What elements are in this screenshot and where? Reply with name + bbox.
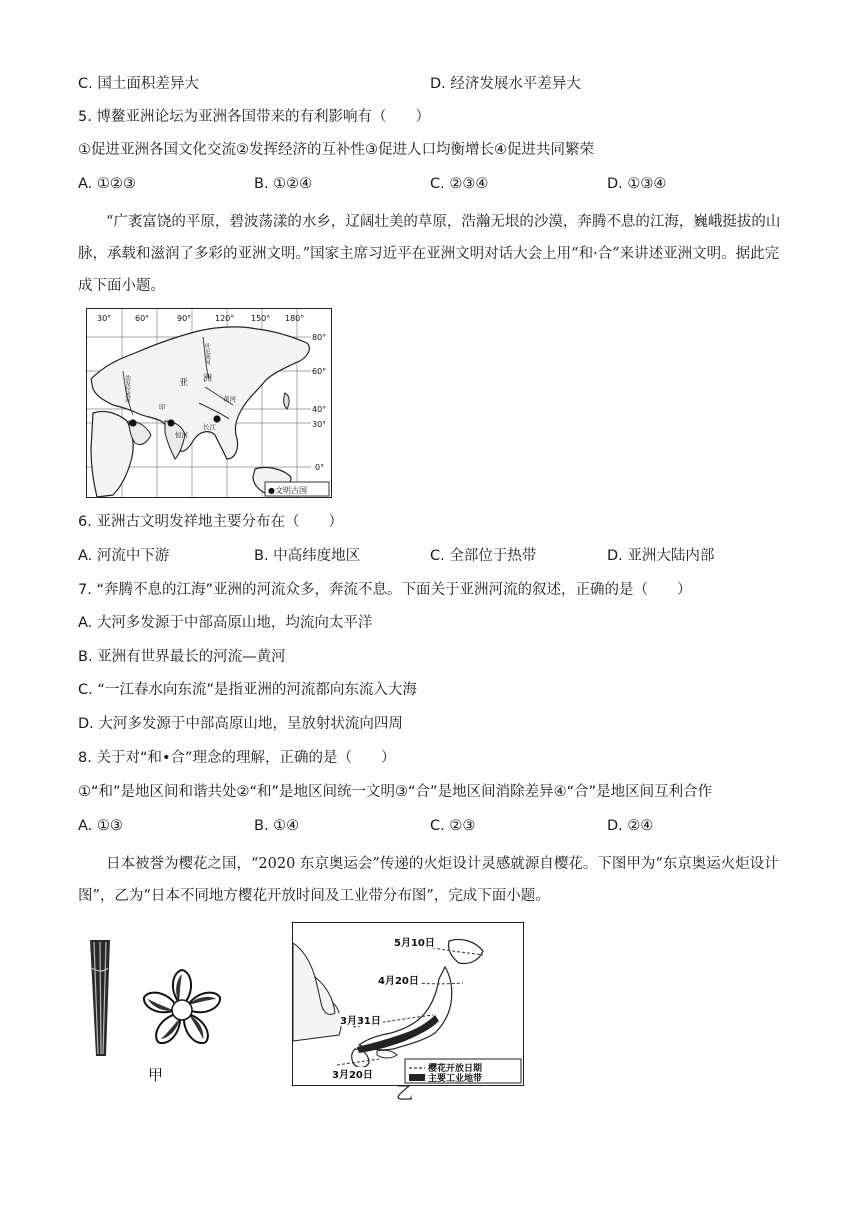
map-label-yangtze: 长江 [203,423,216,431]
civilization-dot-mesopotamia [129,419,136,426]
legend-bloom: 樱花开放日期 [428,1064,483,1074]
lat-40: 40° [312,405,327,414]
q8-option-c: C. ②③ [430,818,476,834]
map-label-euphrates: 幼发拉底河 [124,375,130,403]
date-may-10: 5月10日 [394,938,435,949]
lon-120: 120° [215,314,235,323]
map-label-ganges: 恒河 [175,431,188,439]
lat-30: 30° [312,420,327,429]
q7-option-b: B. 亚洲有世界最长的河流—黄河 [78,649,286,665]
civilization-dot-india [167,419,174,426]
civilization-dot-china [213,415,220,422]
japan-sakura-map [292,922,524,1086]
map-label-yellow-river: 黄河 [223,395,236,403]
q8-option-d: D. ②④ [607,818,654,834]
q4-option-c: C. 国土面积差异大 [78,76,199,92]
asia-civilization-map [86,308,332,498]
lon-180: 180° [285,314,305,323]
date-mar-31: 3月31日 [340,1016,381,1027]
date-mar-20: 3月20日 [332,1070,373,1081]
legend-industry-swatch [409,1074,425,1081]
passage-japan-sakura: 日本被誉为樱花之国，“2020 东京奥运会”传递的火炬设计灵感就源自樱花。下图甲为“东京奥运火炬设计图”，乙为“日本不同地方樱花开放时间及工业带分布图”，完成下面小题。 [78,856,779,904]
map-label-asia-1: 亚 [179,378,189,388]
q5-option-d: D. ①③④ [607,176,667,192]
lat-0: 0° [315,463,325,472]
q8-statements: ①“和”是地区间和谐共处②“和”是地区间统一文明③“合”是地区间消除差异④“合”是地区间互利合作 [78,784,713,800]
q6-stem: 6. 亚洲古文明发祥地主要分布在（ ） [78,514,343,530]
lat-60: 60° [312,367,327,376]
passage-asian-civilization: “广袤富饶的平原，碧波荡漾的水乡，辽阔壮美的草原，浩瀚无垠的沙漠，奔腾不息的江海，巍峨挺拔的山脉，承载和滋润了多彩的亚洲文明。”国家主席习近平在亚洲文明对话大会上用“和·合”来讲述亚洲文明。据此完成下面小题。 [78,214,781,294]
q7-option-c: C. “一江春水向东流”是指亚洲的河流都向东流入大海 [78,682,417,698]
q5-stem: 5. 博鳌亚洲论坛为亚洲各国带来的有利影响有（ ） [78,109,430,125]
shikoku [377,1050,397,1058]
q8-option-a: A. ①③ [78,818,123,834]
lon-60: 60° [135,314,150,323]
q5-statements: ①促进亚洲各国文化交流②发挥经济的互补性③促进人口均衡增长④促进共同繁荣 [78,142,594,158]
lon-150: 150° [251,314,271,323]
map-legend: ●文明古国 [268,486,307,495]
map-label-indus: 印 [159,403,166,411]
asian-coast [293,943,341,1041]
q6-option-d: D. 亚洲大陆内部 [607,548,715,564]
q7-option-d: D. 大河多发源于中部高原山地，呈放射状流向四周 [78,716,403,732]
q7-option-a: A. 大河多发源于中部高原山地，均流向太平洋 [78,615,373,631]
torch-design-figure [86,938,246,1088]
map-label-asia-2: 洲 [203,374,213,384]
q7-stem: 7. “奔腾不息的江海”亚洲的河流众多，奔流不息。下面关于亚洲河流的叙述，正确的是（ ） [78,582,692,598]
q6-option-a: A. 河流中下游 [78,548,170,564]
map-label-yenisei: 叶尼塞河 [204,343,210,365]
lon-90: 90° [177,314,192,323]
figure-yi-label: 乙 [396,1084,413,1104]
sakura-flower-icon [141,970,223,1048]
q5-option-c: C. ②③④ [430,176,489,192]
q6-option-b: B. 中高纬度地区 [254,548,361,564]
q6-option-c: C. 全部位于热带 [430,548,537,564]
date-apr-20: 4月20日 [378,976,419,987]
lon-30: 30° [97,314,112,323]
japan-island [284,393,289,409]
lat-80: 80° [312,333,327,342]
q8-option-b: B. ①④ [254,818,300,834]
figure-jia-label: 甲 [148,1066,164,1084]
q8-stem: 8. 关于对“和•合”理念的理解，正确的是（ ） [78,750,396,766]
africa-landmass [91,411,133,497]
q5-option-a: A. ①②③ [78,176,136,192]
torch-icon [90,940,110,1056]
q5-option-b: B. ①②④ [254,176,313,192]
legend-industry: 主要工业地带 [428,1074,483,1084]
q4-option-d: D. 经济发展水平差异大 [430,76,581,92]
